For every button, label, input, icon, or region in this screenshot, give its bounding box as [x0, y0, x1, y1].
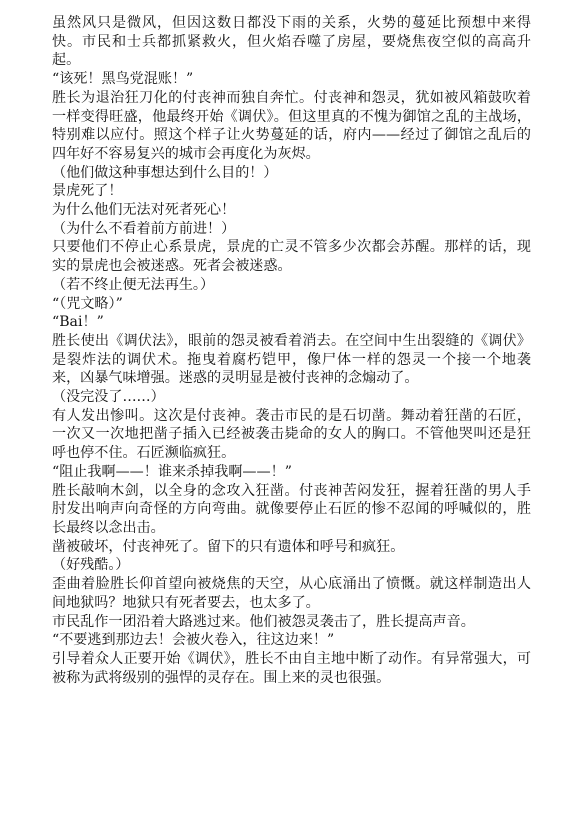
paragraph-21: “不要逃到那边去！会被火卷入，往这边来！” — [52, 632, 335, 649]
paragraph-15: “阻止我啊——！谁来杀掉我啊——！” — [52, 463, 292, 480]
paragraph-14: 有人发出惨叫。这次是付丧神。袭击市民的是石切凿。舞动着狂凿的石匠，一次又一次地把凿子插入已经被袭击毙命的女人的胸口。不管他哭叫还是狂呼也停不住。石匠濒临疯狂。 — [52, 407, 531, 462]
paragraph-12: 胜长使出《调伏法》，眼前的怨灵被看着消去。在空间中生出裂缝的《调伏》是裂炸法的调伏术。拖曳着腐朽铠甲，像尸体一样的怨灵一个接一个地袭来，凶暴气味增强。迷惑的灵明显是被付丧神的念煽动了。 — [52, 332, 531, 387]
paragraph-11: “Bai！” — [52, 314, 104, 331]
paragraph-2: “该死！黑鸟党混账！” — [52, 71, 194, 88]
paragraph-22: 引导着众人正要开始《调伏》，胜长不由自主地中断了动作。有异常强大，可被称为武将级别的强悍的灵存在。围上来的灵也很强。 — [52, 650, 531, 686]
paragraph-18: （好残酷。） — [52, 557, 130, 574]
paragraph-7: （为什么不看着前方前进！） — [52, 220, 236, 237]
paragraph-4: （他们做这种事想达到什么目的！） — [52, 164, 278, 181]
paragraph-16: 胜长敲响木剑，以全身的念攻入狂凿。付丧神苦闷发狂，握着狂凿的男人手肘发出响声向奇怪的方向弯曲。就像要停止石匠的惨不忍闻的呼喊似的，胜长最终以念出击。 — [52, 482, 531, 536]
paragraph-3: 胜长为退治狂刀化的付丧神而独自奔忙。付丧神和怨灵，犹如被风箱鼓吹着一样变得旺盛，他最终开始《调伏》。但这里真的不愧为御馆之乱的主战场，特别难以应付。照这个样子让火势蔓延的话，府内——经过了御馆之乱后的四年好不容易复兴的城市会再度化为灰烬。 — [52, 89, 531, 162]
paragraph-9: （若不终止便无法再生。） — [52, 276, 215, 293]
paragraph-20: 市民乱作一团沿着大路逃过来。他们被怨灵袭击了，胜长提高声音。 — [52, 613, 475, 630]
paragraph-10: “（咒文略）” — [52, 295, 123, 312]
paragraph-17: 凿被破坏，付丧神死了。留下的只有遗体和呼号和疯狂。 — [52, 538, 405, 555]
paragraph-5: 景虎死了！ — [52, 183, 123, 200]
paragraph-6: 为什么他们无法对死者死心！ — [52, 202, 236, 219]
paragraph-8: 只要他们不停止心系景虎，景虎的亡灵不管多少次都会苏醒。那样的话，现实的景虎也会被迷惑。死者会被迷惑。 — [52, 239, 531, 275]
paragraph-13: （没完没了……） — [52, 389, 165, 406]
paragraph-1: 虽然风只是微风，但因这数日都没下雨的关系，火势的蔓延比预想中来得快。市民和士兵都抓紧救火，但火焰吞噬了房屋，要烧焦夜空似的高高升起。 — [52, 15, 531, 69]
paragraph-19: 歪曲着脸胜长仰首望向被烧焦的天空，从心底涌出了愤慨。就这样制造出人间地狱吗？地狱只有死者要去，也太多了。 — [52, 576, 531, 611]
